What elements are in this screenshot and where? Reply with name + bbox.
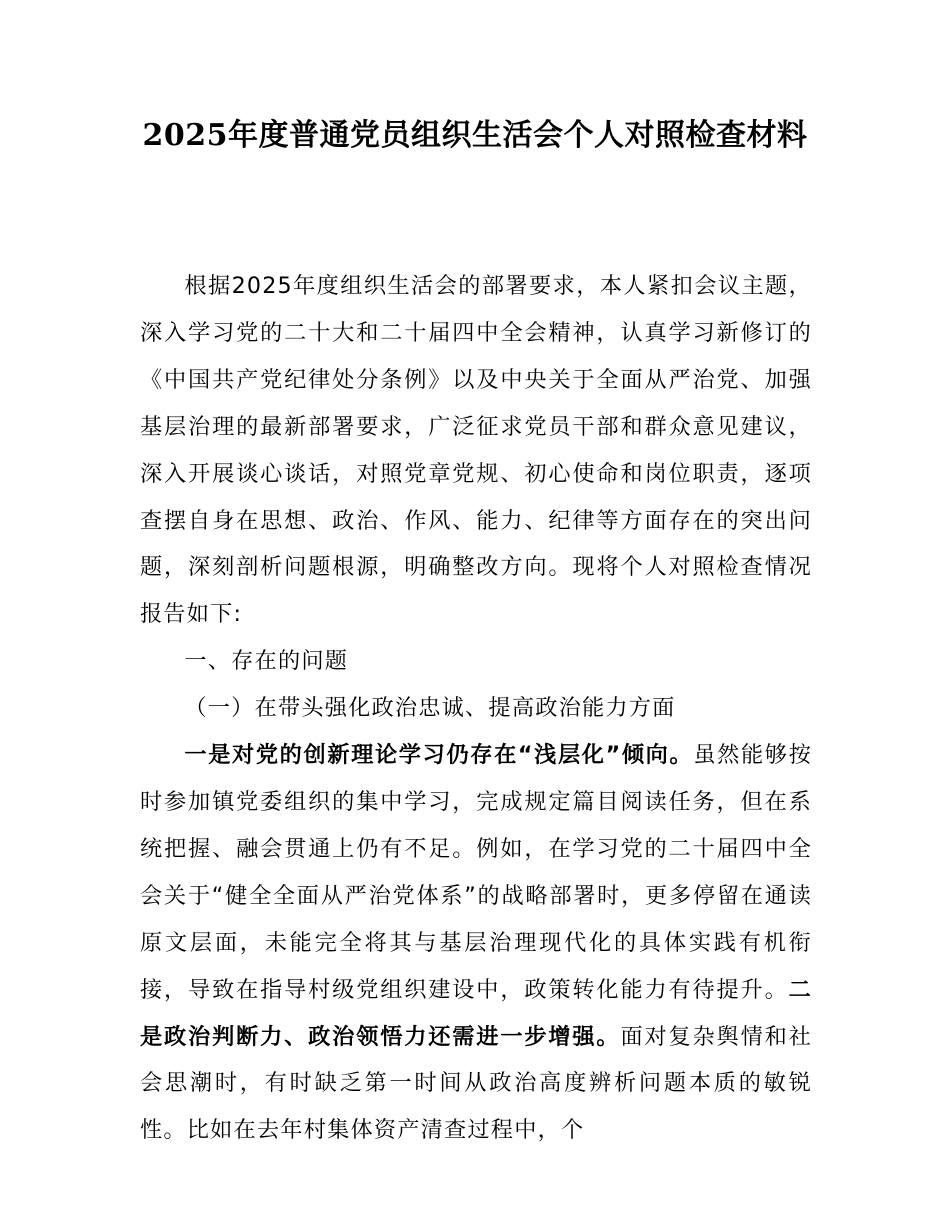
problem-paragraph — [140, 732, 812, 1154]
intro-paragraph: 根据2025年度组织生活会的部署要求，本人紧扣会议主题，深入学习党的二十大和二十届四中全会精神，认真学习新修订的《中国共产党纪律处分条例》以及中央关于全面从严治党、加强基层治理的最新部署要求，广泛征求党员干部和群众意见建议，深入开展谈心谈话，对照党章党规、初心使命和岗位职责，逐项查摆自身在思想、政治、作风、能力、纪律等方面存在的突出问题，深刻剖析问题根源，明确整改方向。现将个人对照检查情况报告如下: — [140, 273, 812, 628]
document-body — [140, 263, 812, 1154]
point-1-text: 虽然能够按时参加镇党委组织的集中学习，完成规定篇目阅读任务，但在系统把握、融会贯通上仍有不足。例如，在学习党的二十届四中全会关于“健全全面从严治党体系”的战略部署时，更多停留在通读原文层面，未能完全将其与基层治理现代化的具体实践有机衔接，导致在指导村级党组织建设中，政策转化能力有待提升。 — [140, 742, 812, 1003]
point-1-lead: 一是对党的创新理论学习仍存在“浅层化”倾向。 — [184, 742, 694, 769]
point-2-lead: 二是政治判断力、政治领悟力还需进一步增强。 — [140, 976, 812, 1050]
document-title: 2025年度普通党员组织生活会个人对照检查材料 — [142, 118, 808, 153]
section-heading: 一、存在的问题 — [184, 648, 349, 675]
point-2-text: 面对复杂舆情和社会思潮时，有时缺乏第一时间从政治高度辨析问题本质的敏锐性。比如在去年村集体资产清查过程中，个 — [140, 1023, 812, 1144]
subsection-heading: （一）在带头强化政治忠诚、提高政治能力方面 — [184, 695, 676, 722]
